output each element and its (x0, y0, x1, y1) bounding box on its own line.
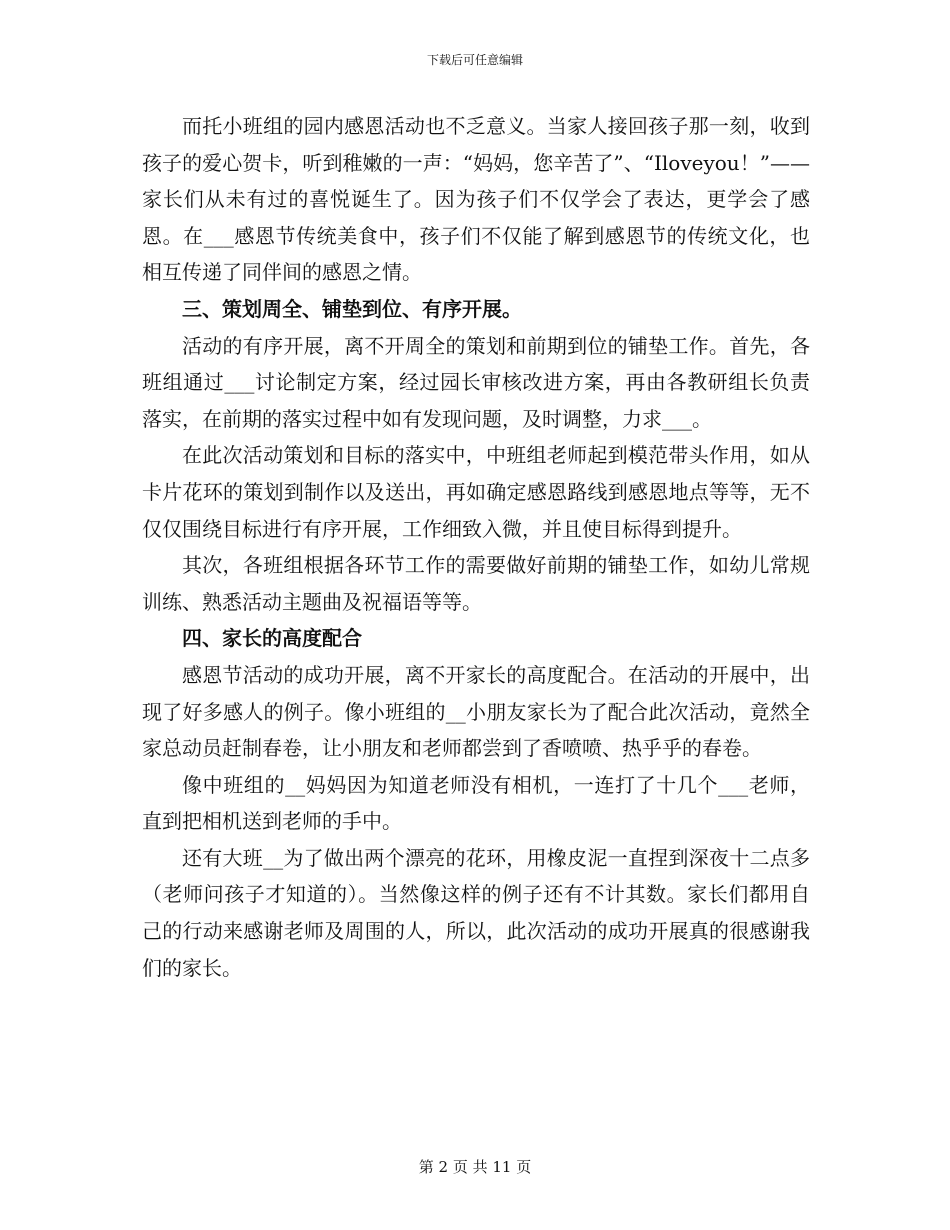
section-heading-3: 三、策划周全、铺垫到位、有序开展。 (182, 296, 522, 321)
section-heading-4: 四、家长的高度配合 (182, 626, 362, 651)
document-body (142, 108, 810, 986)
paragraph-7: 还有大班__为了做出两个漂亮的花环，用橡皮泥一直捏到深夜十二点多（老师问孩子才知道的）。当然像这样的例子还有不计其数。家长们都用自己的行动来感谢老师及周围的人，所以，此次活动的成功开展真的很感谢我们的家长。 (142, 845, 810, 980)
paragraph-6: 像中班组的__妈妈因为知道老师没有相机，一连打了十几个___老师，直到把相机送到老师的手中。 (142, 772, 810, 834)
page-number: 第 2 页 共 11 页 (418, 1158, 532, 1176)
paragraph-2: 活动的有序开展，离不开周全的策划和前期到位的铺垫工作。首先，各班组通过___讨论制定方案，经过园长审核改进方案，再由各教研组长负责落实，在前期的落实过程中如有发现问题，及时调整，力求___。 (142, 333, 810, 431)
page-header-note: 下载后可任意编辑 (426, 53, 523, 67)
paragraph-5: 感恩节活动的成功开展，离不开家长的高度配合。在活动的开展中，出现了好多感人的例子。像小班组的__小朋友家长为了配合此次活动，竟然全家总动员赶制春卷，让小朋友和老师都尝到了香喷喷、热乎乎的春卷。 (142, 662, 810, 761)
paragraph-3: 在此次活动策划和目标的落实中，中班组老师起到模范带头作用，如从卡片花环的策划到制作以及送出，再如确定感恩路线到感恩地点等等，无不仅仅围绕目标进行有序开展，工作细致入微，并且使目标得到提升。 (142, 443, 810, 541)
paragraph-1: 而托小班组的园内感恩活动也不乏意义。当家人接回孩子那一刻，收到孩子的爱心贺卡，听到稚嫩的一声：“妈妈，您辛苦了”、“Iloveyou！”——家长们从未有过的喜悦诞生了。因为孩子们不仅学会了表达，更学会了感恩。在___感恩节传统美食中，孩子们不仅能了解到感恩节的传统文化，也相互传递了同伴间的感恩之情。 (142, 114, 810, 285)
paragraph-4: 其次，各班组根据各环节工作的需要做好前期的铺垫工作，如幼儿常规训练、熟悉活动主题曲及祝福语等等。 (142, 553, 810, 614)
